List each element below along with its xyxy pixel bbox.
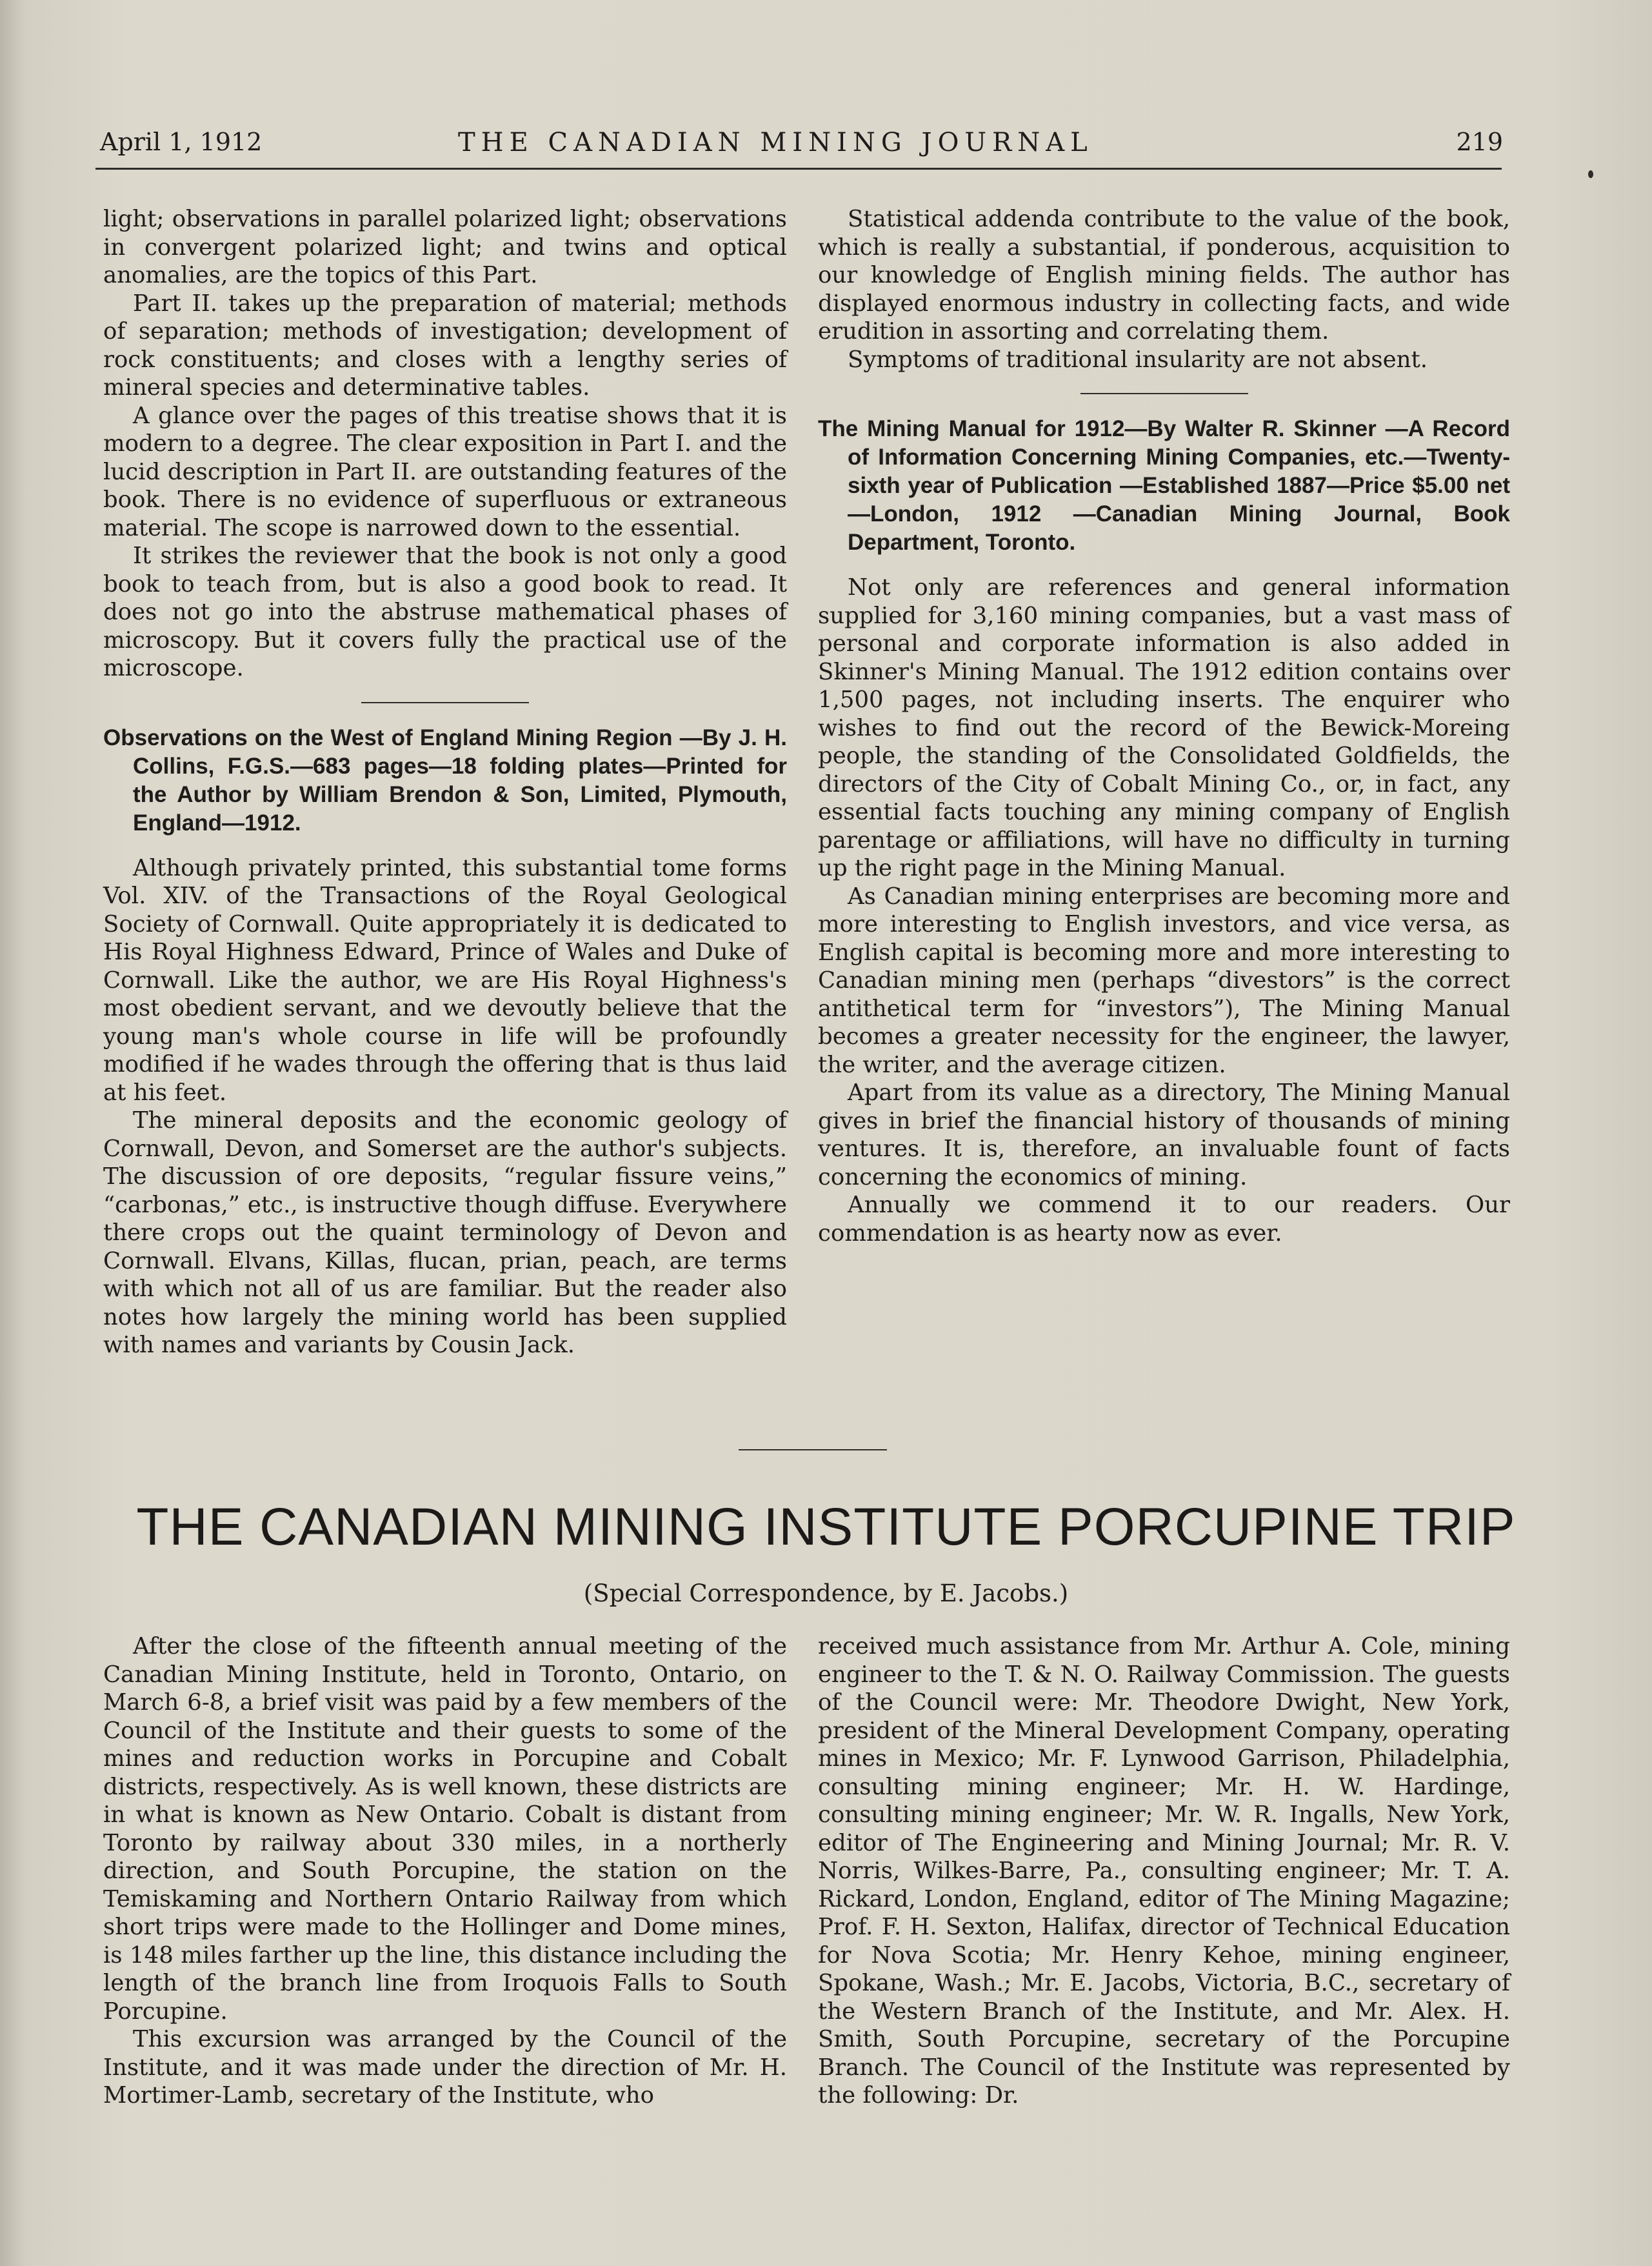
review-heading: Observations on the West of England Mining Region —By J. H. Collins, F.G.S.—683 pages—18 folding plates—Printed for the Author by William Brendon & Son, Limited, Plymouth, England—1912. — [103, 725, 787, 836]
paragraph: The mineral deposits and the economic geology of Cornwall, Devon, and Somerset are the author's subjects. The discussion of ore deposits, “regular fissure veins,” “carbonas,” etc., is instructive though diffuse. Everywhere there crops out the quaint terminology of Devon and Cornwall. Elvans, Killas, flucan, prian, peach, are terms with which not all of us are familiar. But the reader also notes how largely the mining world has been supplied with names and variants by Cousin Jack. — [103, 1107, 787, 1358]
paragraph: Symptoms of traditional insularity are not absent. — [848, 346, 1428, 373]
paragraph: This excursion was arranged by the Council of the Institute, and it was made under the direction of Mr. H. Mortimer-Lamb, secretary of the Institute, who — [103, 2026, 787, 2109]
paragraph: Apart from its value as a directory, The Mining Manual gives in brief the financial history of thousands of mining ventures. It is, therefore, an invaluable fount of facts concerning the economics of mining. — [818, 1079, 1510, 1190]
running-header — [100, 128, 1503, 166]
page-number: 219 — [1456, 128, 1503, 156]
column-right-top — [818, 205, 1510, 1247]
issue-date: April 1, 1912 — [100, 128, 263, 156]
paragraph: Part II. takes up the preparation of material; methods of separation; methods of investigation; development of rock constituents; and closes with a lengthy series of mineral species and determinative tables. — [103, 290, 787, 401]
section-divider — [361, 702, 529, 703]
paragraph: received much assistance from Mr. Arthur A. Cole, mining engineer to the T. & N. O. Railway Commission. The guests of the Council were: Mr. Theodore Dwight, New York, president of the Mineral Development Company, operating mines in Mexico; Mr. F. Lynwood Garrison, Philadelphia, consulting mining engineer; Mr. H. W. Hardinge, consulting mining engineer; Mr. W. R. Ingalls, New York, editor of The Engineering and Mining Journal; Mr. R. V. Norris, Wilkes-Barre, Pa., consulting engineer; Mr. T. A. Rickard, London, England, editor of The Mining Magazine; Prof. F. H. Sexton, Halifax, director of Technical Education for Nova Scotia; Mr. Henry Kehoe, mining engineer, Spokane, Wash.; Mr. E. Jacobs, Victoria, B.C., secretary of the Western Branch of the Institute, and Mr. Alex. H. Smith, South Porcupine, secretary of the Porcupine Branch. The Council of the Institute was represented by the following: Dr. — [818, 1633, 1510, 2109]
review-heading: The Mining Manual for 1912—By Walter R. Skinner —A Record of Information Concerning Mining Companies, etc.—Twenty-sixth year of Publication —Established 1887—Price $5.00 net—London, 1912 —Canadian Mining Journal, Book Department, Toronto. — [818, 416, 1510, 555]
paragraph: Statistical addenda contribute to the value of the book, which is really a substantial, if ponderous, acquisition to our knowledge of English mining fields. The author has displayed enormous industry in collecting facts, and wide erudition in assorting and correlating them. — [818, 206, 1510, 345]
section-divider — [1080, 393, 1248, 394]
article-divider — [739, 1449, 887, 1450]
ink-speck — [1588, 170, 1593, 178]
column-left-top — [103, 205, 787, 1359]
column-left-bottom — [103, 1632, 787, 2110]
header-rule — [95, 168, 1502, 170]
paragraph: Although privately printed, this substantial tome forms Vol. XIV. of the Transactions of the Royal Geological Society of Cornwall. Quite appropriately it is dedicated to His Royal Highness Edward, Prince of Wales and Duke of Cornwall. Like the author, we are His Royal Highness's most obedient servant, and we devoutly believe that the young man's whole course in life will be profoundly modified if he wades through the offering that is thus laid at his feet. — [103, 854, 787, 1106]
paragraph: After the close of the fifteenth annual meeting of the Canadian Mining Institute, held in Toronto, Ontario, on March 6-8, a brief visit was paid by a few members of the Council of the Institute and their guests to some of the mines and reduction works in Porcupine and Cobalt districts, respectively. As is well known, these districts are in what is known as New Ontario. Cobalt is distant from Toronto by railway about 330 miles, in a northerly direction, and South Porcupine, the station on the Temiskaming and Northern Ontario Railway from which short trips were made to the Hollinger and Dome mines, is 148 miles farther up the line, this distance including the length of the branch line from Iroquois Falls to South Porcupine. — [103, 1633, 787, 2025]
paragraph: As Canadian mining enterprises are becoming more and more interesting to English investors, and vice versa, as English capital is becoming more and more interesting to Canadian mining men (perhaps “divestors” is the correct antithetical term for “investors”), The Mining Manual becomes a greater necessity for the engineer, the lawyer, the writer, and the average citizen. — [818, 883, 1510, 1078]
column-right-bottom — [818, 1632, 1510, 2110]
article-byline: (Special Correspondence, by E. Jacobs.) — [583, 1579, 1069, 1607]
paragraph: Annually we commend it to our readers. Our commendation is as hearty now as ever. — [818, 1192, 1510, 1247]
paragraph: It strikes the reviewer that the book is not only a good book to teach from, but is also a good book to read. It does not go into the abstruse mathematical phases of microscopy. But it covers fully the practical use of the microscope. — [103, 543, 787, 681]
paragraph: Not only are references and general information supplied for 3,160 mining companies, but a vast mass of personal and corporate information is also added in Skinner's Mining Manual. The 1912 edition contains over 1,500 pages, not including inserts. The enquirer who wishes to find out the record of the Bewick-Moreing people, the standing of the Consolidated Goldfields, the directors of the City of Cobalt Mining Co., or, in fact, any essential facts touching any mining company of English parentage or affiliations, will have no difficulty in turning up the right page in the Mining Manual. — [818, 574, 1510, 881]
paragraph: light; observations in parallel polarized light; observations in convergent polarized light; and twins and optical anomalies, are the topics of this Part. — [103, 206, 787, 288]
article-title: THE CANADIAN MINING INSTITUTE PORCUPINE TRIP — [136, 1498, 1516, 1556]
paragraph: A glance over the pages of this treatise shows that it is modern to a degree. The clear exposition in Part I. and the lucid description in Part II. are outstanding features of the book. There is no evidence of superfluous or extraneous material. The scope is narrowed down to the essential. — [103, 402, 787, 541]
journal-title: THE CANADIAN MINING JOURNAL — [458, 128, 1093, 157]
